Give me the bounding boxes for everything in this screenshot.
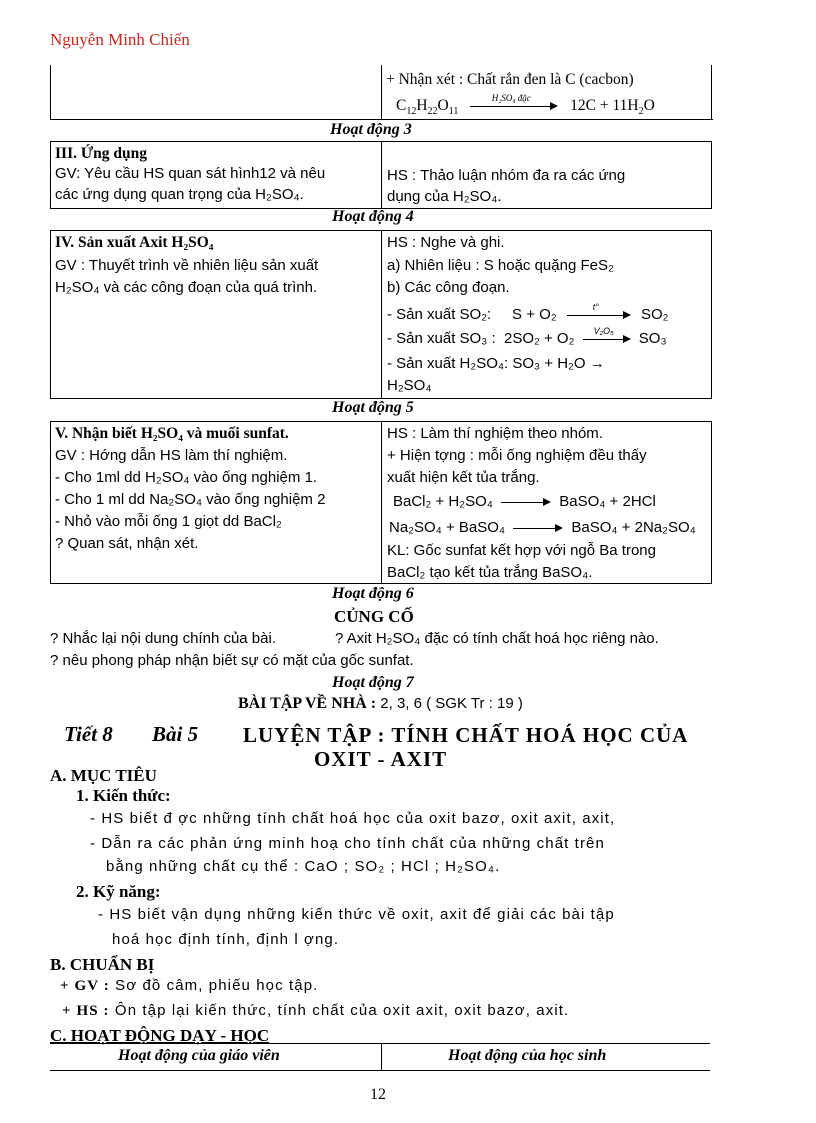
- teacher-text: GV: Yêu cầu HS quan sát hình12 và nêu: [55, 165, 326, 182]
- activity-4-title: Hoạt động 4: [332, 208, 414, 225]
- teacher-text: - Cho 1ml dd H₂SO₄ vào ống nghiệm 1.: [55, 469, 318, 486]
- activity-7-title: Hoạt động 7: [332, 674, 414, 691]
- section-heading: IV. Sản xuất Axit H₂SO₄: [55, 234, 214, 251]
- section-a-heading: A. MỤC TIÊU: [50, 766, 157, 785]
- student-text: + Hiện tợng : mỗi ống nghiệm đều thấy: [387, 447, 647, 464]
- section-c-heading: C. HOẠT ĐỘNG DẠY - HỌC: [50, 1026, 270, 1045]
- consolidation-heading: CỦNG CỐ: [334, 607, 414, 626]
- activity-3-title: Hoạt động 3: [330, 121, 412, 138]
- lesson-title: LUYỆN TẬP : TÍNH CHẤT HOÁ HỌC CỦA: [243, 723, 689, 747]
- student-text: KL: Gốc sunfat kết hợp với ngỗ Ba trong: [387, 542, 656, 559]
- teacher-text: - Cho 1 ml dd Na₂SO₄ vào ống nghiệm 2: [55, 491, 326, 508]
- student-text: H₂SO₄: [387, 377, 432, 394]
- objective-text: - HS biết đ ợc những tính chất hoá học của oxit bazơ, oxit axit, axit,: [90, 810, 616, 827]
- section-heading: V. Nhận biết H₂SO₄ và muối sunfat.: [55, 425, 289, 442]
- review-question: ? nêu phong pháp nhận biết sự có mặt của gốc sunfat.: [50, 652, 414, 669]
- teacher-text: ? Quan sát, nhận xét.: [55, 535, 199, 552]
- page-number: 12: [370, 1086, 386, 1103]
- student-text: HS : Nghe và ghi.: [387, 234, 505, 251]
- unit-number: Bài 5: [152, 722, 199, 746]
- teacher-text: H₂SO₄ và các công đoạn của quá trình.: [55, 279, 318, 296]
- activity-6-title: Hoạt động 6: [332, 585, 414, 602]
- so2-equation: - Sản xuất SO₂: S + O₂ t° SO₂: [387, 302, 669, 323]
- student-text: HS : Làm thí nghiệm theo nhóm.: [387, 425, 603, 442]
- teacher-text: GV : Hớng dẫn HS làm thí nghiệm.: [55, 447, 288, 464]
- student-text: xuất hiện kết tủa trắng.: [387, 469, 540, 486]
- student-prep: + HS : Ôn tập lại kiến thức, tính chất của oxit axit, oxit bazơ, axit.: [62, 1002, 570, 1019]
- student-text: BaCl₂ tạo kết tủa trắng BaSO₄.: [387, 564, 593, 581]
- student-text: dụng của H₂SO₄.: [387, 188, 502, 205]
- student-text: HS : Thảo luận nhóm đa ra các ứng: [387, 167, 626, 184]
- skills-heading: 2. Kỹ năng:: [76, 882, 161, 901]
- objective-text: - HS biết vận dụng những kiến thức về oxit, axit để giải các bài tập: [98, 906, 615, 923]
- objective-text: hoá học định tính, định l ợng.: [112, 931, 340, 948]
- so3-equation: - Sản xuất SO₃ : 2SO₂ + O₂ V₂O₅ SO₃: [387, 326, 667, 347]
- student-text: a) Nhiên liệu : S hoặc quặng FeS₂: [387, 257, 614, 274]
- lesson-number: Tiết 8: [64, 722, 113, 746]
- student-column-header: Hoạt động của học sinh: [448, 1047, 607, 1064]
- arrow-condition: H₂SO₄ đặc: [491, 93, 531, 104]
- teacher-prep: + GV : Sơ đồ câm, phiếu học tập.: [60, 977, 319, 994]
- na2so4-equation: Na₂SO₄ + BaSO₄ BaSO₄ + 2Na₂SO₄: [389, 519, 696, 536]
- objective-text: - Dẫn ra các phản ứng minh hoạ cho tính chất của những chất trên: [90, 835, 605, 852]
- teacher-text: - Nhỏ vào mỗi ống 1 giọt dd BaCl₂: [55, 513, 282, 530]
- student-text: b) Các công đoạn.: [387, 279, 510, 296]
- activity-5-title: Hoạt động 5: [332, 399, 414, 416]
- observation-text: + Nhận xét : Chất rắn đen là C (cacbon): [386, 71, 634, 88]
- section-b-heading: B. CHUẨN BỊ: [50, 955, 155, 974]
- section-heading: III. Ứng dụng: [55, 145, 148, 162]
- objective-text: bằng những chất cụ thể : CaO ; SO₂ ; HCl ; H₂SO₄.: [106, 858, 501, 875]
- lesson-title-line2: OXIT - AXIT: [314, 747, 448, 771]
- review-question: ? Axit H₂SO₄ đặc có tính chất hoá học riêng nào.: [335, 630, 659, 647]
- author-name: Nguyễn Minh Chiến: [50, 30, 190, 49]
- h2so4-equation: - Sản xuất H₂SO₄: SO₃ + H₂O →: [387, 355, 605, 372]
- homework: BÀI TẬP VỀ NHÀ : 2, 3, 6 ( SGK Tr : 19 ): [238, 695, 523, 712]
- knowledge-heading: 1. Kiến thức:: [76, 786, 171, 805]
- teacher-column-header: Hoạt động của giáo viên: [118, 1047, 280, 1064]
- bacl2-equation: BaCl₂ + H₂SO₄ BaSO₄ + 2HCl: [393, 493, 656, 510]
- teacher-text: các ứng dụng quan trọng của H₂SO₄.: [55, 186, 304, 203]
- review-question: ? Nhắc lại nội dung chính của bài.: [50, 630, 276, 647]
- teacher-text: GV : Thuyết trình về nhiên liệu sản xuất: [55, 257, 319, 274]
- sugar-dehydration-equation: $C_{12}H_{22}O_{11}$ H₂SO₄ đặc $12C + 11H_2O$: [396, 96, 655, 122]
